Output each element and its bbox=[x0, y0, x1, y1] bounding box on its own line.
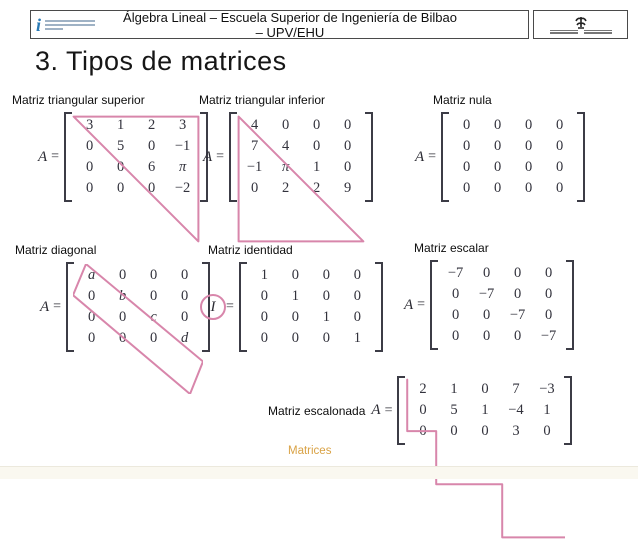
matrix-cell: 0 bbox=[85, 159, 94, 175]
matrix-cell: 0 bbox=[451, 286, 460, 302]
matrix-cell: 0 bbox=[118, 267, 127, 283]
matrix-row bbox=[440, 284, 564, 305]
bracketed-matrix bbox=[441, 112, 585, 202]
bracketed-matrix bbox=[64, 112, 208, 202]
matrix-cell: 2 bbox=[281, 180, 290, 196]
upper-triangle-highlight bbox=[71, 114, 201, 244]
bracket-right bbox=[577, 112, 585, 202]
matrix-cell: 0 bbox=[482, 265, 491, 281]
matrix-label: Matriz escalar bbox=[414, 241, 489, 255]
matrix-cell: 0 bbox=[353, 288, 362, 304]
matrix-cell: 0 bbox=[524, 117, 533, 133]
bracket-right bbox=[564, 376, 572, 445]
matrix-cell: 1 bbox=[543, 402, 551, 418]
matrix-cell: 0 bbox=[322, 288, 331, 304]
matrix-label: Matriz triangular superior bbox=[12, 93, 145, 107]
matrix-cell: −1 bbox=[174, 138, 191, 154]
matrix-cell: 0 bbox=[451, 328, 460, 344]
equals-sign: = bbox=[384, 402, 393, 418]
matrix-cell: 0 bbox=[147, 180, 156, 196]
matrix-equation bbox=[200, 262, 383, 352]
slide-title: 3. Tipos de matrices bbox=[35, 46, 287, 76]
equals-sign: = bbox=[216, 149, 225, 164]
matrix-cell: 0 bbox=[419, 423, 427, 439]
matrix-cell: 0 bbox=[116, 159, 125, 175]
equals-sign: = bbox=[53, 299, 62, 314]
matrix-cell: 7 bbox=[250, 138, 259, 154]
matrix-variable: A bbox=[371, 402, 381, 418]
bracket-right bbox=[375, 262, 383, 352]
identity-circle-highlight bbox=[200, 294, 226, 320]
matrix-cell: 6 bbox=[147, 159, 156, 175]
bracket-right bbox=[566, 260, 574, 350]
matrix-row bbox=[440, 305, 564, 326]
matrix-grid bbox=[449, 112, 577, 202]
matrix-row bbox=[440, 263, 564, 284]
matrix-cell: 0 bbox=[451, 307, 460, 323]
matrix-variable: I bbox=[210, 298, 216, 315]
matrix-cell: 0 bbox=[555, 180, 564, 196]
matrix-cell: 0 bbox=[513, 286, 522, 302]
matrix-cell: 0 bbox=[462, 180, 471, 196]
matrix-cell: 0 bbox=[147, 138, 156, 154]
matrix-row bbox=[451, 115, 575, 136]
matrix-cell: 0 bbox=[555, 117, 564, 133]
matrix-cell: 0 bbox=[118, 330, 127, 346]
staircase-highlight bbox=[404, 378, 565, 539]
matrix-block-identidad bbox=[200, 243, 383, 352]
matrix-cell: 1 bbox=[481, 402, 489, 418]
matrix-cell: −3 bbox=[539, 381, 555, 397]
matrix-cell: 1 bbox=[450, 381, 458, 397]
matrix-cell: 0 bbox=[149, 267, 158, 283]
bracketed-matrix bbox=[66, 262, 210, 352]
matrix-cell: 0 bbox=[250, 180, 259, 196]
equals-sign: = bbox=[428, 149, 437, 164]
matrix-cell: 3 bbox=[178, 117, 187, 133]
matrix-cell: 1 bbox=[291, 288, 300, 304]
bracket-left bbox=[441, 112, 449, 202]
matrix-cell: 0 bbox=[312, 138, 321, 154]
matrix-cell: 2 bbox=[147, 117, 156, 133]
matrix-cell: 2 bbox=[419, 381, 427, 397]
matrix-cell: 0 bbox=[524, 138, 533, 154]
matrix-block-escalonada bbox=[268, 376, 572, 445]
matrix-cell: 0 bbox=[85, 138, 94, 154]
matrix-equation bbox=[203, 112, 373, 202]
matrix-cell: −7 bbox=[447, 265, 464, 281]
matrix-variable: A bbox=[203, 148, 213, 165]
header-bar bbox=[30, 10, 529, 39]
matrix-cell: 0 bbox=[544, 307, 553, 323]
bracket-left bbox=[239, 262, 247, 352]
matrix-cell: 0 bbox=[493, 180, 502, 196]
matrix-cell: 1 bbox=[322, 309, 331, 325]
footer-label: Matrices bbox=[288, 445, 332, 457]
matrix-cell: 0 bbox=[482, 307, 491, 323]
matrix-cell: 0 bbox=[343, 159, 352, 175]
matrix-cell: 0 bbox=[291, 267, 300, 283]
matrix-cell: 0 bbox=[462, 138, 471, 154]
matrix-block-triangular-superior bbox=[12, 93, 208, 202]
matrix-cell: 0 bbox=[462, 159, 471, 175]
matrix-cell: 7 bbox=[512, 381, 520, 397]
matrix-cell: 0 bbox=[118, 309, 127, 325]
matrix-cell: 0 bbox=[513, 265, 522, 281]
bracket-right bbox=[365, 112, 373, 202]
matrix-cell: 0 bbox=[555, 159, 564, 175]
matrix-cell: 0 bbox=[322, 330, 331, 346]
matrix-cell: 0 bbox=[87, 309, 96, 325]
matrix-cell: 0 bbox=[353, 309, 362, 325]
matrix-row bbox=[249, 286, 373, 307]
school-logo-i-icon: i bbox=[36, 14, 42, 35]
matrix-cell: 2 bbox=[312, 180, 321, 196]
matrix-cell: 0 bbox=[493, 159, 502, 175]
matrix-cell: 0 bbox=[149, 330, 158, 346]
matrix-cell: 0 bbox=[450, 423, 458, 439]
matrix-label: Matriz identidad bbox=[208, 243, 293, 257]
matrix-row bbox=[249, 307, 373, 328]
matrix-cell: −4 bbox=[508, 402, 524, 418]
university-logo bbox=[533, 10, 628, 39]
matrix-cell: c bbox=[150, 309, 157, 325]
matrix-cell: −7 bbox=[540, 328, 557, 344]
upv-ehu-emblem-icon bbox=[573, 16, 589, 29]
matrix-cell: 0 bbox=[524, 159, 533, 175]
matrix-block-escalar bbox=[404, 241, 574, 350]
matrix-row bbox=[249, 328, 373, 349]
matrix-cell: 0 bbox=[343, 117, 352, 133]
matrix-cell: −7 bbox=[509, 307, 526, 323]
matrix-cell: −7 bbox=[478, 286, 495, 302]
matrix-variable: A bbox=[415, 148, 425, 165]
matrix-cell: 0 bbox=[343, 138, 352, 154]
matrix-equation bbox=[371, 376, 572, 445]
matrix-cell: 0 bbox=[260, 288, 269, 304]
matrix-cell: 0 bbox=[493, 138, 502, 154]
matrix-row bbox=[440, 326, 564, 347]
matrix-grid bbox=[438, 260, 566, 350]
matrix-cell: 0 bbox=[291, 309, 300, 325]
matrix-equation bbox=[404, 260, 574, 350]
matrix-cell: 0 bbox=[260, 330, 269, 346]
matrix-block-triangular-inferior bbox=[199, 93, 373, 202]
matrix-cell: 0 bbox=[482, 328, 491, 344]
matrix-cell: 0 bbox=[481, 423, 489, 439]
matrix-cell: 0 bbox=[462, 117, 471, 133]
matrix-variable: A bbox=[40, 298, 50, 315]
matrix-cell: 0 bbox=[291, 330, 300, 346]
bracket-left bbox=[430, 260, 438, 350]
matrix-cell: 0 bbox=[524, 180, 533, 196]
matrix-equation bbox=[415, 112, 585, 202]
matrix-cell: 0 bbox=[544, 265, 553, 281]
matrix-cell: 0 bbox=[543, 423, 551, 439]
matrix-cell: 0 bbox=[419, 402, 427, 418]
matrix-cell: 5 bbox=[450, 402, 458, 418]
matrix-cell: 0 bbox=[180, 267, 189, 283]
matrix-block-nula bbox=[415, 93, 585, 202]
matrix-cell: −2 bbox=[174, 180, 191, 196]
matrix-variable: A bbox=[38, 148, 48, 165]
bracketed-matrix bbox=[397, 376, 572, 445]
matrix-cell: 3 bbox=[85, 117, 94, 133]
matrix-cell: π bbox=[178, 159, 187, 175]
matrix-label: Matriz diagonal bbox=[15, 243, 97, 257]
matrix-cell: 3 bbox=[512, 423, 520, 439]
matrix-cell: −1 bbox=[246, 159, 263, 175]
matrix-cell: 0 bbox=[353, 267, 362, 283]
matrix-cell: 1 bbox=[312, 159, 321, 175]
lower-triangle-highlight bbox=[236, 114, 366, 244]
matrix-cell: 0 bbox=[260, 309, 269, 325]
matrix-label: Matriz nula bbox=[433, 93, 492, 107]
matrix-row bbox=[249, 265, 373, 286]
matrix-label: Matriz triangular inferior bbox=[199, 93, 326, 107]
matrix-row bbox=[451, 178, 575, 199]
matrix-cell: 0 bbox=[85, 180, 94, 196]
matrix-label: Matriz escalonada bbox=[268, 403, 366, 418]
matrix-cell: 1 bbox=[116, 117, 125, 133]
matrix-cell: 1 bbox=[260, 267, 269, 283]
slide-bottom-strip bbox=[0, 466, 638, 479]
matrix-cell: b bbox=[118, 288, 127, 304]
matrix-cell: a bbox=[87, 267, 96, 283]
matrix-cell: 0 bbox=[87, 330, 96, 346]
matrix-cell: 4 bbox=[281, 138, 290, 154]
matrix-equation bbox=[38, 112, 208, 202]
bracketed-matrix bbox=[239, 262, 383, 352]
matrix-cell: 0 bbox=[481, 381, 489, 397]
matrix-cell: π bbox=[281, 159, 290, 175]
bracketed-matrix bbox=[430, 260, 574, 350]
matrix-grid bbox=[247, 262, 375, 352]
school-logo bbox=[36, 16, 122, 34]
matrix-cell: 0 bbox=[87, 288, 96, 304]
matrix-cell: 0 bbox=[281, 117, 290, 133]
matrix-cell: 0 bbox=[513, 328, 522, 344]
matrix-cell: 0 bbox=[493, 117, 502, 133]
bracketed-matrix bbox=[229, 112, 373, 202]
matrix-cell: 0 bbox=[116, 180, 125, 196]
matrix-cell: 0 bbox=[180, 309, 189, 325]
matrix-cell: 0 bbox=[544, 286, 553, 302]
matrix-cell: 0 bbox=[149, 288, 158, 304]
matrix-block-diagonal bbox=[15, 243, 210, 352]
equals-sign: = bbox=[417, 297, 426, 312]
matrix-row bbox=[451, 136, 575, 157]
school-logo-text-lines bbox=[45, 20, 95, 30]
university-logo-text-lines bbox=[550, 30, 612, 34]
matrix-cell: 1 bbox=[353, 330, 362, 346]
matrix-cell: d bbox=[180, 330, 189, 346]
matrix-cell: 0 bbox=[180, 288, 189, 304]
matrix-cell: 0 bbox=[322, 267, 331, 283]
matrix-variable: A bbox=[404, 296, 414, 313]
matrix-cell: 4 bbox=[250, 117, 259, 133]
matrix-equation bbox=[40, 262, 210, 352]
matrix-cell: 0 bbox=[555, 138, 564, 154]
equals-sign: = bbox=[51, 149, 60, 164]
matrix-row bbox=[451, 157, 575, 178]
diagonal-band-highlight bbox=[73, 264, 203, 394]
course-title: Álgebra Lineal – Escuela Superior de Ingeniería de Bilbao – UPV/EHU bbox=[123, 9, 457, 40]
matrix-cell: 0 bbox=[312, 117, 321, 133]
equals-sign: = bbox=[226, 299, 234, 314]
matrix-cell: 5 bbox=[116, 138, 125, 154]
matrix-cell: 9 bbox=[343, 180, 352, 196]
